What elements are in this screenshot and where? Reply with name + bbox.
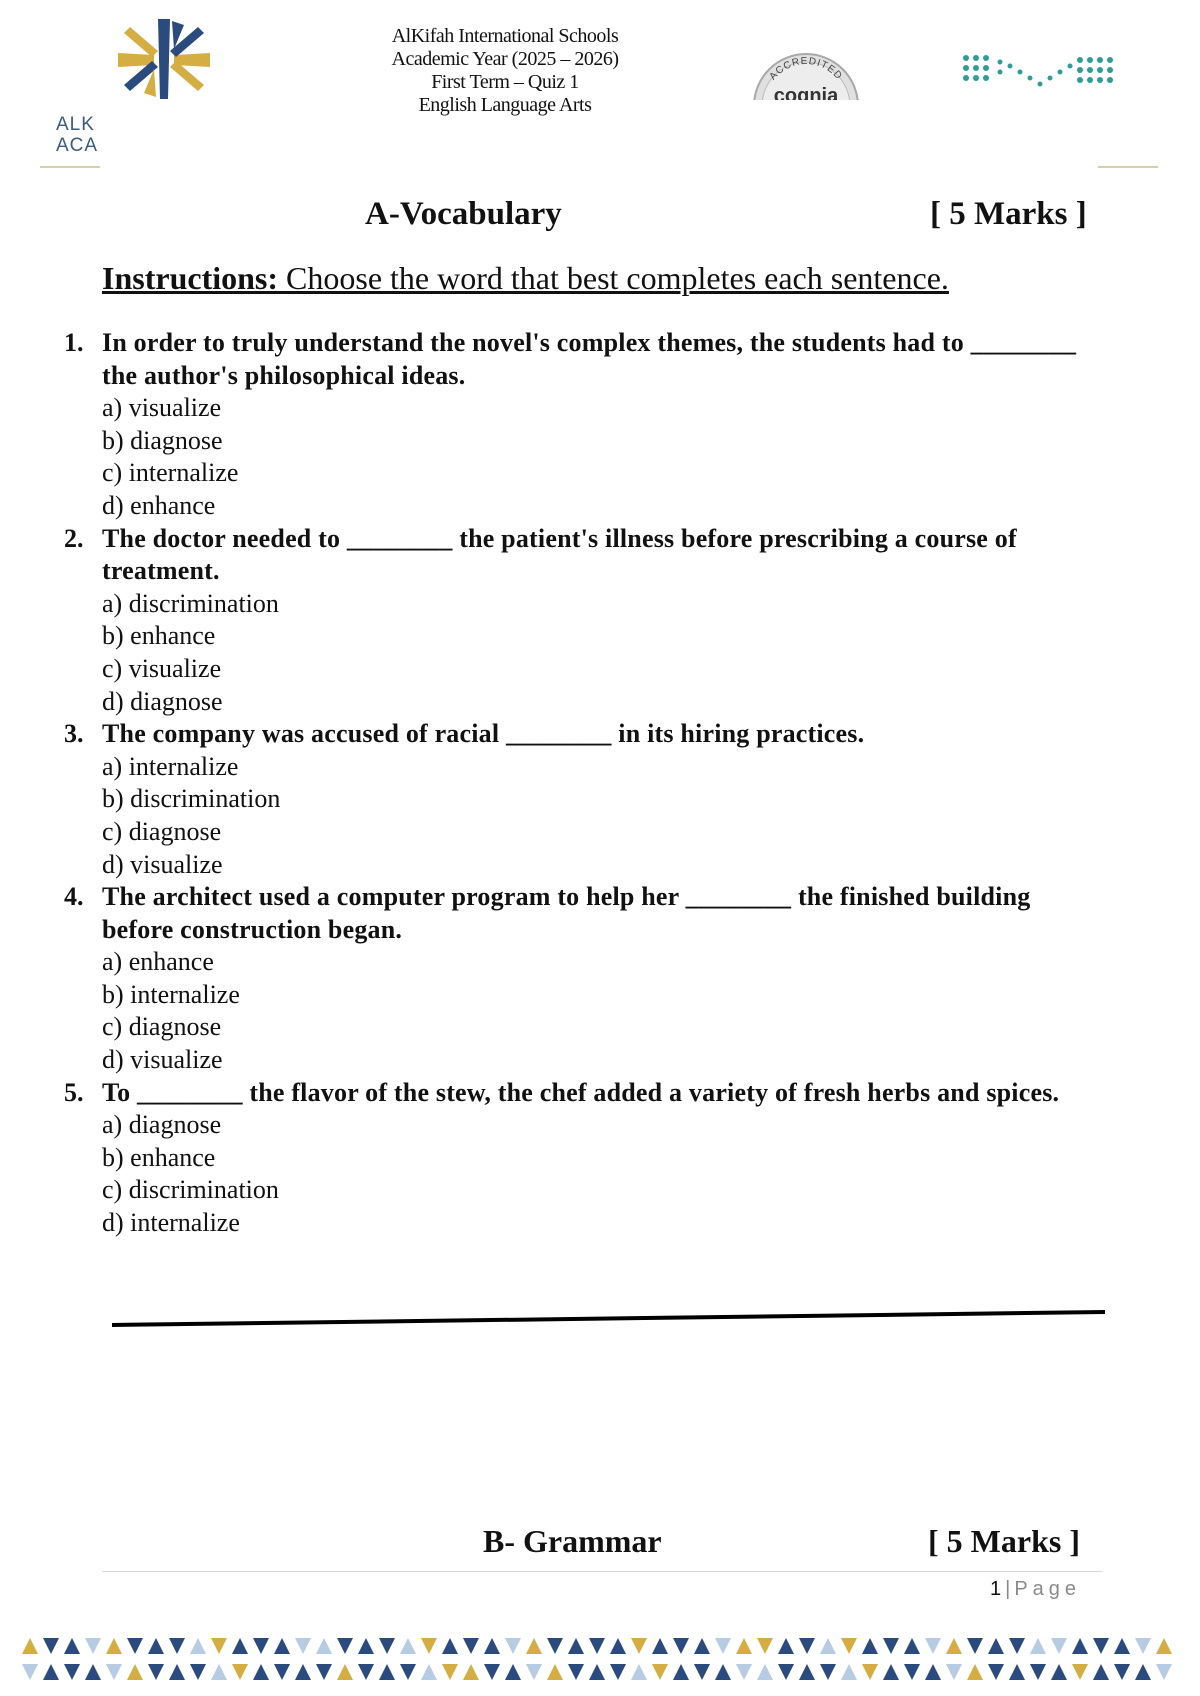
pattern-triangle xyxy=(190,1638,206,1654)
pattern-triangle xyxy=(190,1664,206,1680)
pattern-triangle xyxy=(652,1664,668,1680)
pattern-triangle xyxy=(148,1664,164,1680)
pattern-triangle xyxy=(736,1664,752,1680)
school-name: AlKifah International Schools xyxy=(391,25,619,47)
pattern-triangle xyxy=(253,1638,269,1654)
pattern-triangle xyxy=(1156,1638,1172,1654)
question-stem: To ________ the flavor of the stew, the chef added a variety of fresh herbs and spices. xyxy=(102,1077,1060,1107)
pattern-triangle xyxy=(1135,1638,1151,1654)
pattern-triangle xyxy=(904,1664,920,1680)
footer-rule xyxy=(102,1571,1102,1572)
page-number-value: 1 xyxy=(990,1578,1002,1600)
pattern-triangle xyxy=(673,1638,689,1654)
answer-option: b) enhance xyxy=(102,1142,216,1172)
pattern-triangle xyxy=(799,1638,815,1654)
question-list xyxy=(60,327,1100,1240)
answer-option: a) internalize xyxy=(102,751,239,781)
pattern-triangle xyxy=(421,1638,437,1654)
pattern-triangle xyxy=(442,1664,458,1680)
pattern-triangle xyxy=(85,1664,101,1680)
pattern-triangle xyxy=(610,1664,626,1680)
pattern-triangle xyxy=(484,1664,500,1680)
pattern-triangle xyxy=(22,1638,38,1654)
academic-year: Academic Year (2025 – 2026) xyxy=(391,48,619,70)
pattern-triangle xyxy=(967,1638,983,1654)
pattern-triangle xyxy=(505,1664,521,1680)
pattern-triangle xyxy=(610,1638,626,1654)
pattern-triangle xyxy=(505,1638,521,1654)
answer-option: b) discrimination xyxy=(102,784,281,814)
pattern-triangle xyxy=(1093,1664,1109,1680)
page-label: Page xyxy=(1014,1578,1082,1600)
pattern-triangle xyxy=(169,1638,185,1654)
pattern-triangle xyxy=(211,1664,227,1680)
pattern-triangle xyxy=(316,1664,332,1680)
pattern-triangle xyxy=(694,1638,710,1654)
term-quiz: First Term – Quiz 1 xyxy=(431,71,579,93)
pattern-triangle xyxy=(988,1638,1004,1654)
pattern-triangle xyxy=(715,1664,731,1680)
section-b-title: B- Grammar xyxy=(483,1523,662,1559)
answer-option: c) diagnose xyxy=(102,816,222,846)
pattern-triangle xyxy=(631,1664,647,1680)
logo-text-line: ALK xyxy=(56,114,95,135)
section-b-marks: [ 5 Marks ] xyxy=(928,1523,1080,1559)
pattern-triangle xyxy=(841,1638,857,1654)
pattern-triangle xyxy=(841,1664,857,1680)
pattern-triangle xyxy=(694,1664,710,1680)
pattern-triangle xyxy=(106,1664,122,1680)
question-stem: The doctor needed to ________ the patient's illness before prescribing a course of treatment. xyxy=(102,523,1017,586)
pattern-triangle xyxy=(1009,1638,1025,1654)
accreditation-seal xyxy=(748,52,860,100)
answer-option: a) enhance xyxy=(102,947,214,977)
document-header xyxy=(330,25,680,116)
pattern-triangle xyxy=(568,1638,584,1654)
pattern-triangle xyxy=(820,1664,836,1680)
pattern-triangle xyxy=(295,1664,311,1680)
logo-text-line: ACA xyxy=(56,135,99,156)
pattern-triangle xyxy=(43,1664,59,1680)
pattern-triangle xyxy=(988,1664,1004,1680)
pattern-triangle xyxy=(253,1664,269,1680)
question-stem: In order to truly understand the novel's complex themes, the students had to ________ the author's philosophical ideas. xyxy=(102,328,1077,390)
pattern-triangle xyxy=(778,1638,794,1654)
pattern-triangle xyxy=(631,1638,647,1654)
answer-option: c) visualize xyxy=(102,653,222,683)
pattern-triangle xyxy=(904,1638,920,1654)
pattern-triangle xyxy=(925,1638,941,1654)
pattern-triangle xyxy=(358,1664,374,1680)
pattern-triangle xyxy=(64,1664,80,1680)
question-1 xyxy=(60,327,1100,523)
answer-option: a) diagnose xyxy=(102,1110,222,1140)
pattern-triangle xyxy=(1051,1638,1067,1654)
pattern-triangle xyxy=(589,1664,605,1680)
school-logo-text xyxy=(56,114,98,156)
pattern-triangle xyxy=(85,1638,101,1654)
answer-option: d) visualize xyxy=(102,1045,223,1075)
pattern-triangle xyxy=(211,1638,227,1654)
answer-option: d) enhance xyxy=(102,490,216,520)
pattern-triangle xyxy=(1072,1638,1088,1654)
pattern-triangle xyxy=(64,1638,80,1654)
pattern-triangle xyxy=(652,1638,668,1654)
pattern-triangle xyxy=(274,1664,290,1680)
pattern-triangle xyxy=(463,1664,479,1680)
pattern-triangle xyxy=(484,1638,500,1654)
pattern-triangle xyxy=(799,1664,815,1680)
pattern-triangle xyxy=(127,1664,143,1680)
instructions-text: Choose the word that best completes each sentence. xyxy=(278,260,949,296)
pattern-triangle xyxy=(568,1664,584,1680)
question-stem: The architect used a computer program to help her ________ the finished building before construction began. xyxy=(102,882,1031,944)
pattern-triangle xyxy=(589,1638,605,1654)
pattern-triangle xyxy=(547,1638,563,1654)
question-4 xyxy=(60,881,1100,1077)
answer-option: a) visualize xyxy=(102,393,222,423)
pattern-triangle xyxy=(379,1664,395,1680)
answer-option: c) internalize xyxy=(102,458,239,488)
pattern-triangle xyxy=(463,1638,479,1654)
question-2 xyxy=(60,523,1100,719)
subject-name: English Language Arts xyxy=(418,94,592,116)
question-number: 2. xyxy=(64,523,84,553)
question-number: 3. xyxy=(64,719,84,749)
question-number: 1. xyxy=(64,328,84,357)
pattern-triangle xyxy=(169,1664,185,1680)
pattern-triangle xyxy=(526,1664,542,1680)
pattern-triangle xyxy=(1114,1664,1130,1680)
ministry-logo xyxy=(960,52,1120,94)
pattern-triangle xyxy=(1030,1638,1046,1654)
pattern-triangle xyxy=(883,1664,899,1680)
pattern-triangle xyxy=(1093,1638,1109,1654)
seal-main-text: cognia xyxy=(773,85,839,100)
answer-option: a) discrimination xyxy=(102,588,279,618)
pattern-triangle xyxy=(526,1638,542,1654)
pattern-triangle xyxy=(946,1664,962,1680)
pattern-triangle xyxy=(1051,1664,1067,1680)
answer-option: c) diagnose xyxy=(102,1012,222,1042)
pattern-triangle xyxy=(400,1664,416,1680)
pattern-triangle xyxy=(673,1664,689,1680)
answer-option: d) visualize xyxy=(102,849,223,879)
pattern-triangle xyxy=(925,1664,941,1680)
pattern-triangle xyxy=(862,1664,878,1680)
answer-option: b) diagnose xyxy=(102,425,223,455)
answer-option: d) diagnose xyxy=(102,686,223,716)
pattern-triangle xyxy=(148,1638,164,1654)
pattern-triangle xyxy=(967,1664,983,1680)
answer-option: b) enhance xyxy=(102,621,216,651)
pattern-triangle xyxy=(106,1638,122,1654)
header-rule-right xyxy=(1098,166,1158,168)
pattern-triangle xyxy=(1030,1664,1046,1680)
pattern-triangle xyxy=(316,1638,332,1654)
pattern-triangle xyxy=(820,1638,836,1654)
pattern-triangle xyxy=(547,1664,563,1680)
answer-option: d) internalize xyxy=(102,1208,240,1238)
footer-triangle-pattern xyxy=(20,1632,1180,1688)
instructions xyxy=(102,260,949,297)
instructions-label: Instructions: xyxy=(102,260,279,296)
pattern-triangle xyxy=(337,1638,353,1654)
page-number-separator: | xyxy=(1005,1578,1011,1600)
pattern-triangle xyxy=(400,1638,416,1654)
pattern-triangle xyxy=(232,1664,248,1680)
pattern-triangle xyxy=(337,1664,353,1680)
pattern-triangle xyxy=(1135,1664,1151,1680)
page-number xyxy=(990,1578,1081,1601)
question-stem: The company was accused of racial ________ in its hiring practices. xyxy=(102,719,865,749)
pattern-triangle xyxy=(757,1638,773,1654)
answer-option: c) discrimination xyxy=(102,1175,279,1205)
question-number: 4. xyxy=(64,882,84,912)
pattern-triangle xyxy=(757,1664,773,1680)
pattern-triangle xyxy=(22,1664,38,1680)
pattern-triangle xyxy=(715,1638,731,1654)
pattern-triangle xyxy=(736,1638,752,1654)
pattern-triangle xyxy=(862,1638,878,1654)
pattern-triangle xyxy=(1114,1638,1130,1654)
pattern-triangle xyxy=(232,1638,248,1654)
pattern-triangle xyxy=(1009,1664,1025,1680)
section-a-title: A-Vocabulary xyxy=(365,196,562,232)
question-5 xyxy=(60,1077,1100,1240)
question-number: 5. xyxy=(64,1077,84,1107)
pattern-triangle xyxy=(883,1638,899,1654)
pattern-triangle xyxy=(379,1638,395,1654)
pattern-triangle xyxy=(274,1638,290,1654)
pattern-triangle xyxy=(778,1664,794,1680)
answer-option: b) internalize xyxy=(102,979,240,1009)
question-3 xyxy=(60,718,1100,881)
header-rule-left xyxy=(40,166,100,168)
pattern-triangle xyxy=(442,1638,458,1654)
pattern-triangle xyxy=(1072,1664,1088,1680)
pattern-triangle xyxy=(421,1664,437,1680)
pattern-triangle xyxy=(1156,1664,1172,1680)
pattern-triangle xyxy=(127,1638,143,1654)
school-logo xyxy=(108,14,220,104)
pattern-triangle xyxy=(295,1638,311,1654)
pattern-triangle xyxy=(43,1638,59,1654)
pattern-triangle xyxy=(358,1638,374,1654)
seal-arc-text: ACCREDITED xyxy=(767,55,845,83)
section-a-marks: [ 5 Marks ] xyxy=(930,196,1087,232)
pattern-triangle xyxy=(946,1638,962,1654)
